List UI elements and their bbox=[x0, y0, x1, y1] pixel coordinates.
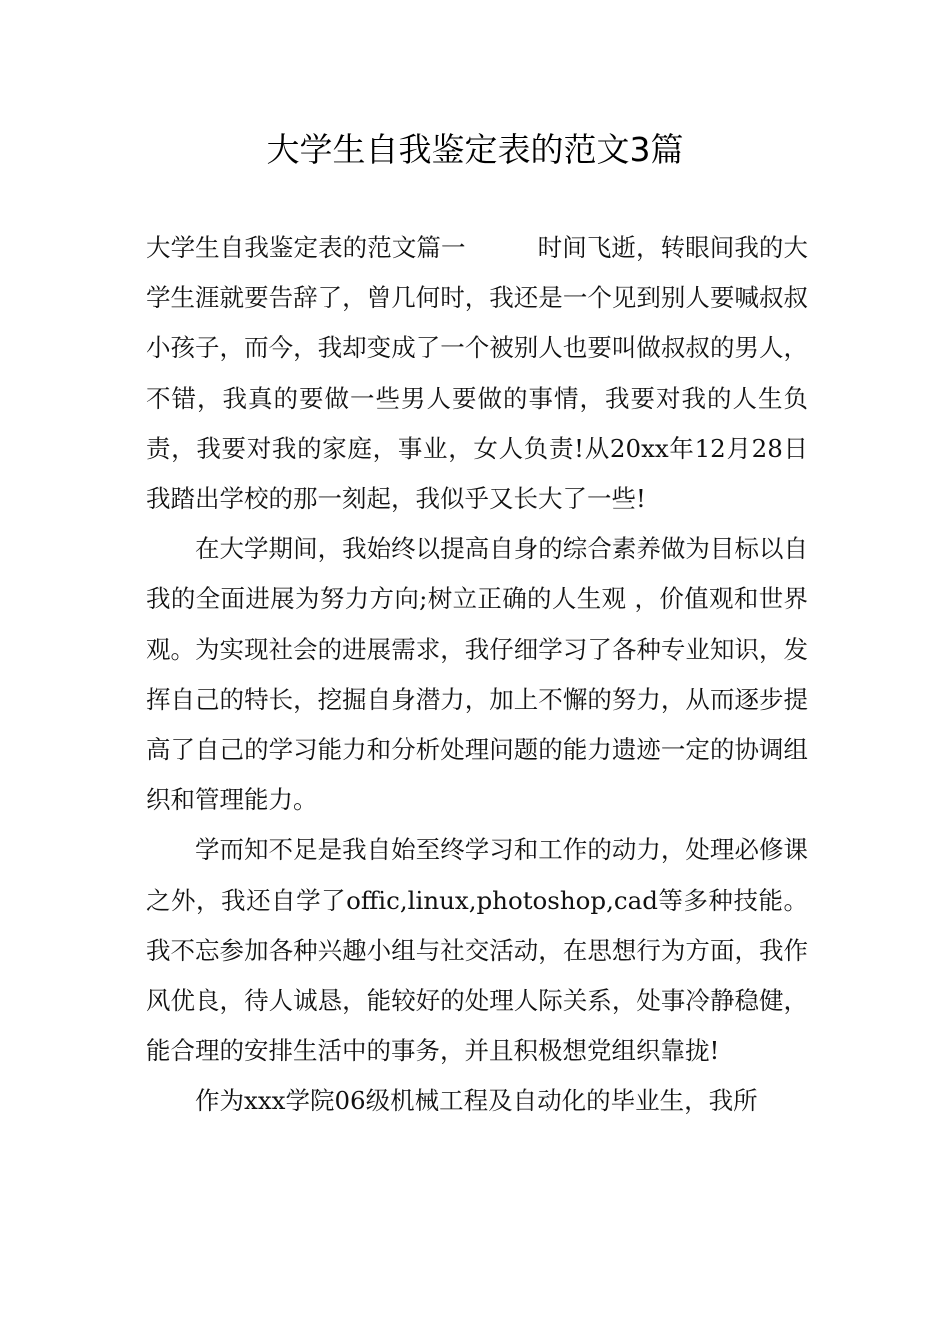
paragraph-2: 在大学期间，我始终以提高自身的综合素养做为目标以自我的全面进展为努力方向;树立正确的人生观 ，价值观和世界观。为实现社会的进展需求，我仔细学习了各种专业知识，发挥自己的特长，挖掘自身潜力，加上不懈的努力，从而逐步提高了自己的学习能力和分析处理问题的能力遗迹一定的协调组织和管理能力。 bbox=[146, 534, 808, 815]
document-title: 大学生自我鉴定表的范文3篇 bbox=[266, 130, 684, 169]
section-heading: 大学生自我鉴定表的范文篇一 bbox=[146, 233, 466, 262]
paragraph-3: 学而知不足是我自始至终学习和工作的动力，处理必修课之外，我还自学了offic,linux,photoshop,cad等多种技能。我不忘参加各种兴趣小组与社交活动，在思想行为方面，我作风优良，待人诚恳，能较好的处理人际关系，处事冷静稳健，能合理的安排生活中的事务，并且积极想党组织靠拢! bbox=[146, 835, 808, 1066]
paragraph-4: 作为xxx学院06级机械工程及自动化的毕业生，我所 bbox=[195, 1086, 758, 1116]
paragraph-1 bbox=[146, 223, 808, 524]
paragraph-1-text: 时间飞逝，转眼间我的大学生涯就要告辞了，曾几何时，我还是一个见到别人要喊叔叔小孩子，而今，我却变成了一个被别人也要叫做叔叔的男人，不错，我真的要做一些男人要做的事情，我要对我的人生负责，我要对我的家庭，事业，女人负责!从20xx年12月28日我踏出学校的那一刻起，我似乎又长大了一些! bbox=[146, 233, 809, 514]
document-body bbox=[146, 223, 808, 1127]
